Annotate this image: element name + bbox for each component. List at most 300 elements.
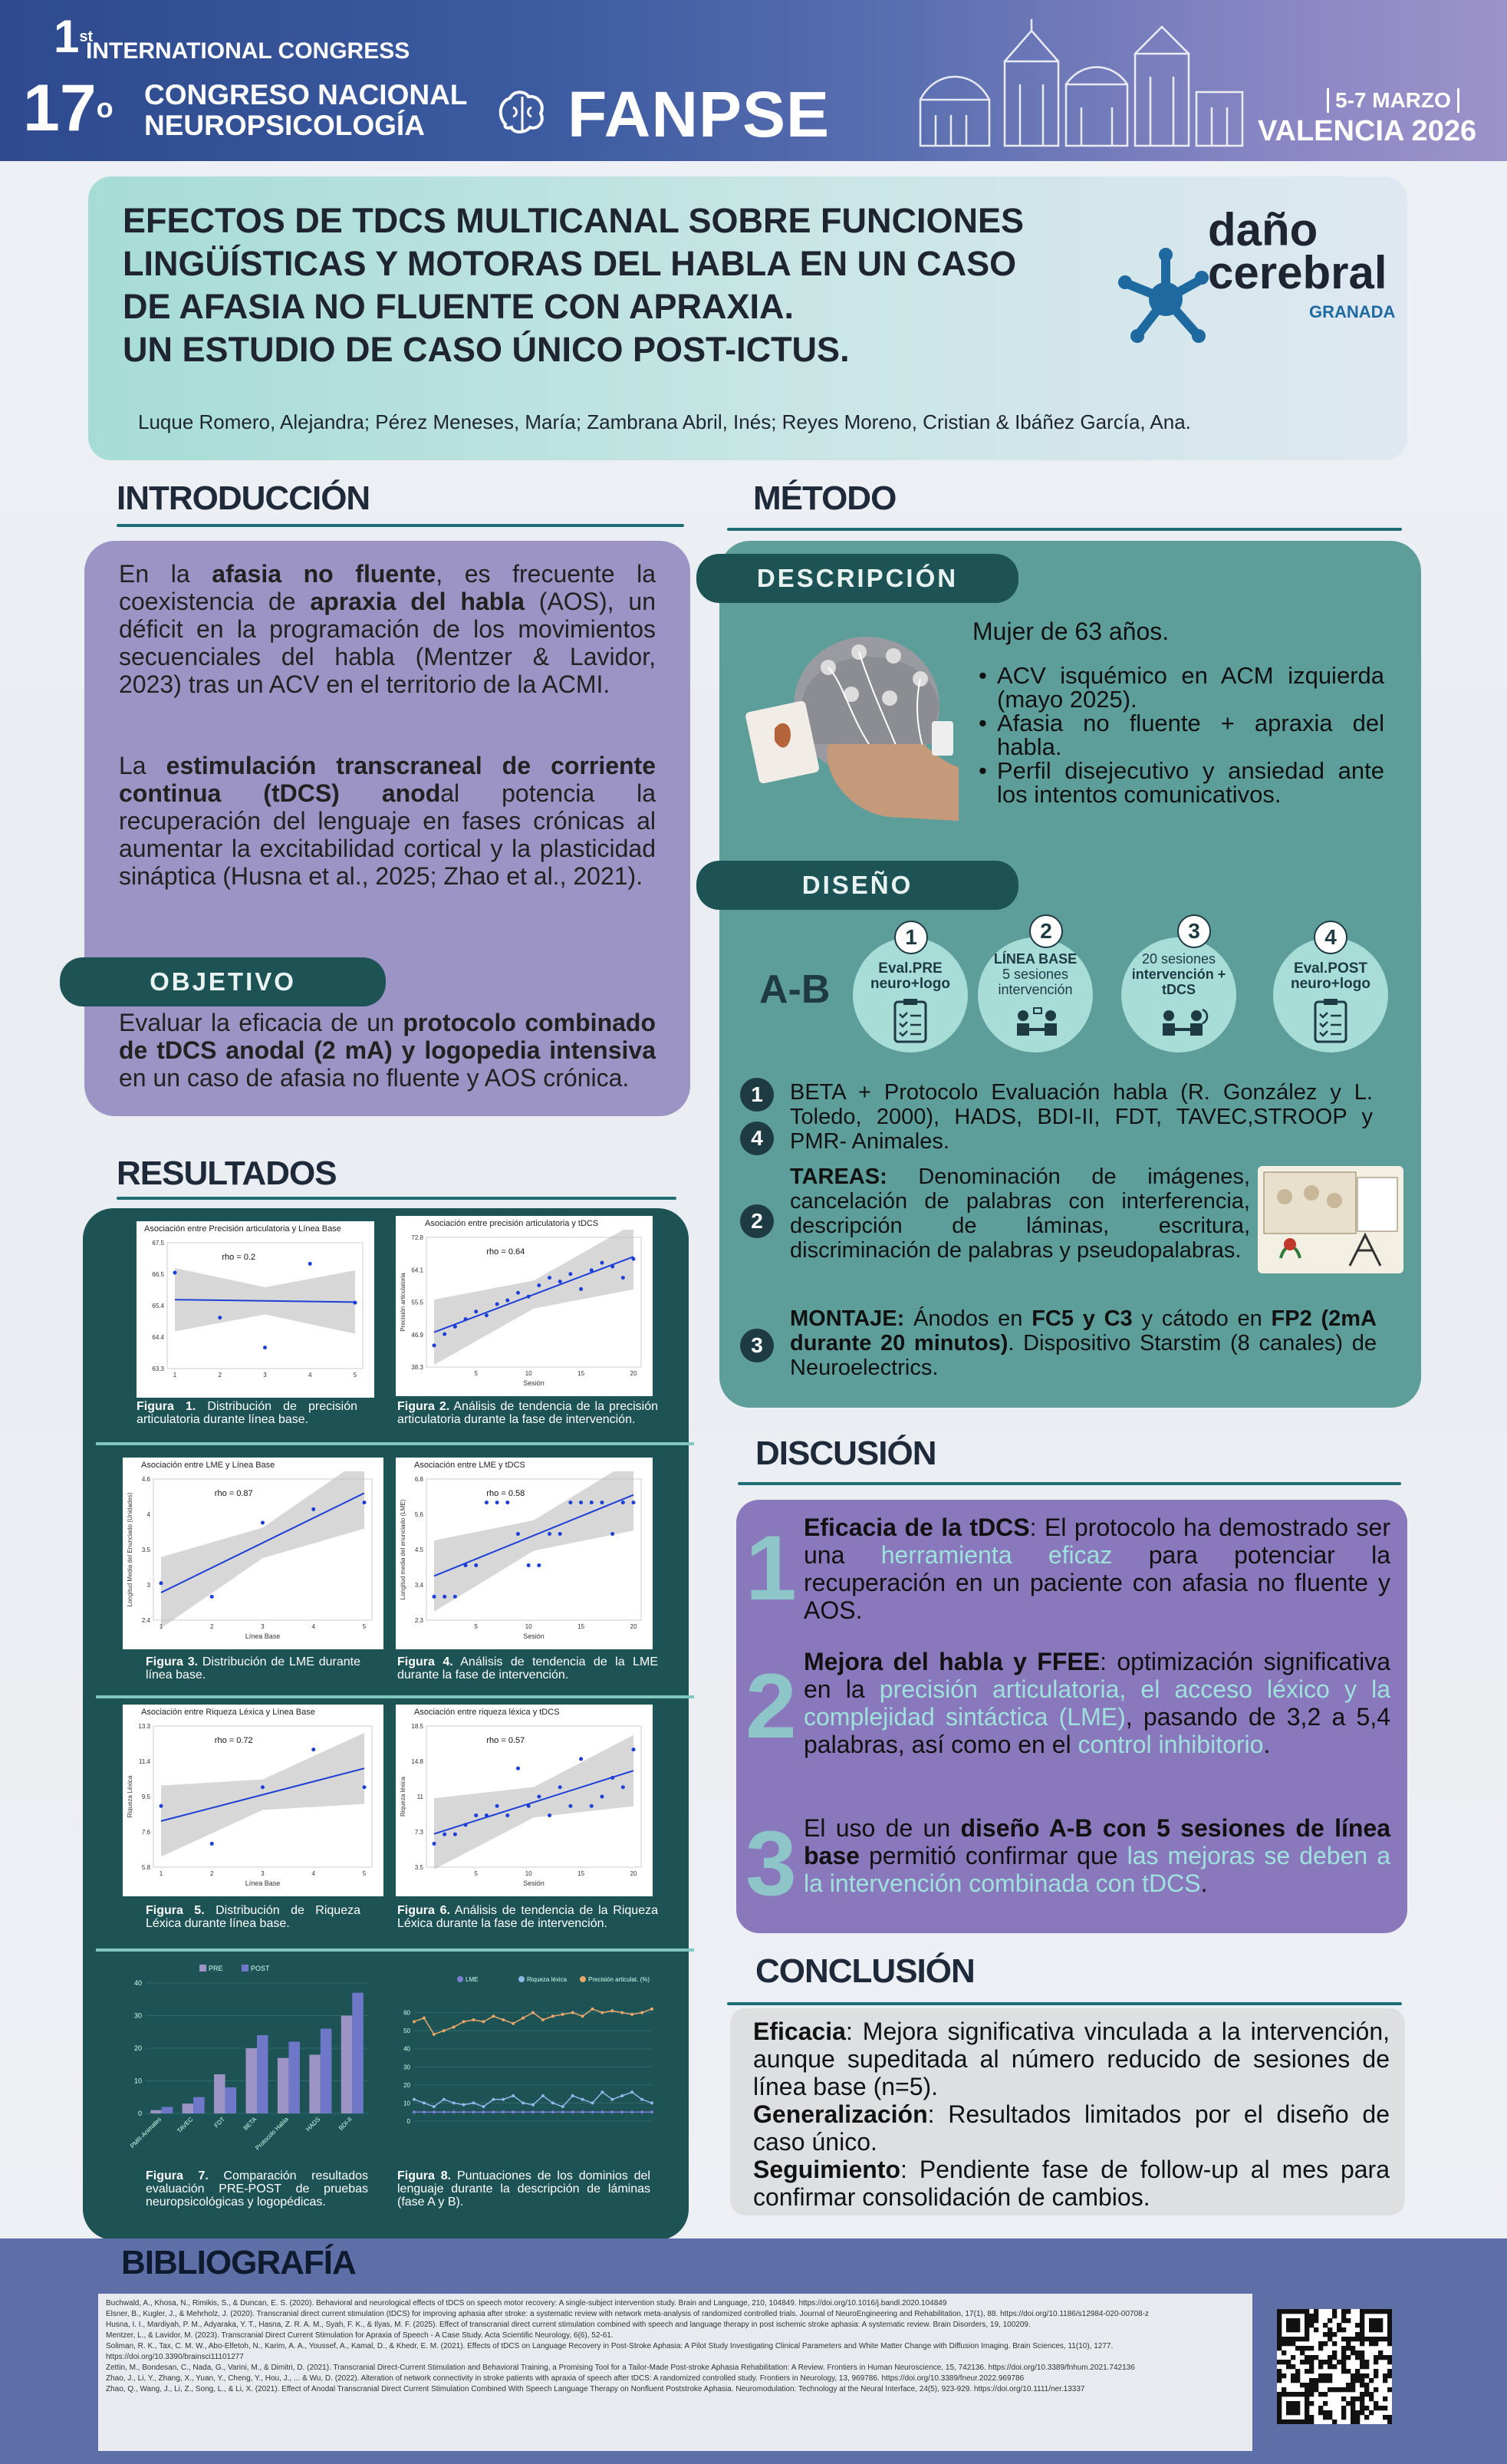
figure-title: Asociación entre Precisión articulatoria y Línea Base bbox=[144, 1224, 341, 1234]
data-point bbox=[610, 2098, 614, 2101]
step-number: 3 bbox=[1177, 914, 1211, 948]
resultados-rule bbox=[117, 1197, 676, 1200]
data-point bbox=[620, 2094, 624, 2097]
y-tick-label: 11.4 bbox=[139, 1758, 150, 1765]
data-point bbox=[632, 1257, 636, 1261]
evaluation-instruments: BETA + Protocolo Evaluación habla (R. González y L. Toledo, 2000), HADS, BDI-II, FDT, TAVEC,STROOP y PMR- Animales. bbox=[790, 1080, 1373, 1154]
x-tick-label: 3 bbox=[261, 1870, 265, 1877]
reference: Zettin, M., Bondesan, C., Nada, G., Varini, M., & Dimitri, D. (2021). Transcranial Direct-Current Stimulation and Behavioral Training, a Promising Tool for a Tailor-Made Post-stroke Aphasia Rehabilitation: A Review. Frontiers in Human Neuroscience, 15, 742136. https://doi.org/10.3389/fnhum.2021.742136 bbox=[106, 2364, 1135, 2372]
figure-6-plot bbox=[396, 1718, 653, 1896]
figure-1-panel bbox=[137, 1221, 374, 1398]
data-point bbox=[413, 2098, 416, 2101]
data-point bbox=[590, 1500, 594, 1504]
data-point bbox=[512, 2110, 515, 2113]
y-axis-label: Precisión articulatoria bbox=[400, 1273, 406, 1332]
data-point bbox=[537, 1283, 541, 1287]
figure-4-plot bbox=[396, 1471, 653, 1649]
rho-annotation: rho = 0.87 bbox=[214, 1489, 253, 1498]
data-point bbox=[590, 1268, 594, 1272]
conclusion-box bbox=[730, 2008, 1405, 2215]
x-tick-label: 3 bbox=[261, 1623, 265, 1630]
building-illustration bbox=[913, 15, 1250, 153]
x-tick-label: 20 bbox=[630, 1623, 637, 1630]
y-tick-label: 40 bbox=[133, 1979, 142, 1987]
figure-8-caption: Figura 8. Puntuaciones de los dominios del lenguaje durante la descripción de láminas (fase A y B). bbox=[397, 2169, 650, 2209]
figure-2-plot bbox=[396, 1230, 653, 1396]
figure-6-caption: Figura 6. Análisis de tendencia de la Riqueza Léxica durante la fase de intervención. bbox=[397, 1904, 659, 1930]
clipboard-icon bbox=[1312, 997, 1349, 1043]
x-tick-label: 4 bbox=[308, 1372, 312, 1379]
y-tick-label: 11 bbox=[416, 1794, 423, 1800]
big-number: 2 bbox=[745, 1655, 797, 1757]
edition-number: 17$^o$ bbox=[23, 71, 114, 145]
logo-dano: daño bbox=[1208, 204, 1318, 255]
bar bbox=[225, 2087, 237, 2113]
item-number: 1 bbox=[740, 1078, 774, 1112]
data-point bbox=[492, 2014, 495, 2018]
data-point bbox=[464, 1317, 468, 1321]
data-point bbox=[600, 2110, 604, 2113]
discusion-rule bbox=[738, 1482, 1401, 1485]
x-tick-label: FDT bbox=[212, 2116, 226, 2130]
divider bbox=[96, 1442, 694, 1445]
x-tick-label: 10 bbox=[525, 1623, 532, 1630]
x-tick-label: 3 bbox=[263, 1372, 267, 1379]
data-point bbox=[632, 1500, 636, 1504]
x-tick-label: 15 bbox=[577, 1370, 585, 1377]
x-tick-label: 5 bbox=[474, 1623, 478, 1630]
x-axis-label: Sesión bbox=[523, 1379, 545, 1387]
data-point bbox=[591, 2008, 594, 2011]
congress-city: VALENCIA 2026 bbox=[1258, 115, 1477, 147]
x-tick-label: 2 bbox=[210, 1870, 214, 1877]
y-tick-label: 4.6 bbox=[141, 1476, 150, 1483]
data-point bbox=[600, 1795, 604, 1799]
reference: Elsner, B., Kugler, J., & Mehrholz, J. (2020). Transcranial direct current stimulation (tDCS) for improving aphasia after stroke: a systematic review with network meta-analysis of randomized controlled trials. Journal of NeuroEngineering and Rehabilitation, 17(1), 88. https://doi.org/10.1186/s12984-020-00708-z bbox=[106, 2310, 1149, 2318]
data-point bbox=[640, 2011, 643, 2014]
figure-4-panel bbox=[396, 1458, 653, 1649]
x-tick-label: 2 bbox=[210, 1623, 214, 1630]
data-point bbox=[571, 2110, 574, 2113]
data-point bbox=[423, 2110, 426, 2113]
data-point bbox=[548, 1813, 551, 1817]
y-tick-label: 66.5 bbox=[152, 1271, 164, 1278]
tareas-text: TAREAS: Denominación de imágenes, cancelación de palabras con interferencia, descripción de láminas, escritura, discriminación de palabras y pseudopalabras. bbox=[790, 1164, 1250, 1263]
step-2-text: LÍNEA BASE 5 sesiones intervención bbox=[993, 951, 1078, 997]
x-tick-label: 4 bbox=[311, 1623, 315, 1630]
y-tick-label: 0 bbox=[406, 2118, 410, 2125]
data-point bbox=[522, 2110, 525, 2113]
data-point bbox=[160, 1581, 163, 1585]
x-axis-label: Sesión bbox=[523, 1879, 545, 1887]
logo-granada: GRANADA bbox=[1309, 302, 1396, 321]
x-tick-label: 5 bbox=[474, 1370, 478, 1377]
legend-swatch bbox=[242, 1965, 248, 1972]
step-4-text: Eval.POST neuro+logo bbox=[1291, 960, 1370, 992]
data-point bbox=[492, 2098, 495, 2101]
y-tick-label: 10 bbox=[133, 2077, 142, 2085]
x-axis-label: Línea Base bbox=[245, 1879, 281, 1887]
title-box bbox=[88, 176, 1407, 460]
y-tick-label: 30 bbox=[133, 2011, 142, 2020]
x-tick-label: 1 bbox=[173, 1372, 177, 1379]
data-point bbox=[591, 2101, 594, 2104]
data-point bbox=[308, 1262, 312, 1266]
y-tick-label: 40 bbox=[403, 2045, 410, 2053]
data-point bbox=[218, 1316, 222, 1319]
x-tick-label: 1 bbox=[159, 1870, 163, 1877]
y-axis-label: Longitud media del enunciado (LME) bbox=[400, 1499, 406, 1600]
bullet-item: • ACV isquémico en ACM izquierda (mayo 2025). bbox=[979, 662, 1384, 713]
data-point bbox=[462, 2110, 466, 2113]
data-point bbox=[173, 1271, 177, 1275]
data-point bbox=[502, 2098, 505, 2101]
data-point bbox=[485, 1313, 489, 1317]
y-tick-label: 5.6 bbox=[414, 1511, 423, 1518]
step-number: 4 bbox=[1314, 921, 1347, 954]
x-tick-label: 15 bbox=[577, 1623, 585, 1630]
therapy-session-icon bbox=[1012, 1005, 1061, 1043]
figure-7-plot bbox=[115, 1960, 376, 2167]
tdcs-session-icon bbox=[1158, 1005, 1212, 1043]
legend-label: Riqueza léxica bbox=[527, 1976, 568, 1983]
step-number: 2 bbox=[1029, 914, 1063, 948]
data-point bbox=[581, 2014, 584, 2018]
data-point bbox=[363, 1500, 367, 1504]
legend-swatch bbox=[457, 1976, 463, 1982]
data-point bbox=[551, 2110, 554, 2113]
data-point bbox=[261, 1785, 265, 1789]
y-axis-label: Longitud Media del Enunciado (Unidades) bbox=[127, 1492, 133, 1607]
data-point bbox=[561, 2110, 564, 2113]
data-point bbox=[474, 1813, 478, 1817]
congress-dates: 5-7 MARZO bbox=[1327, 88, 1459, 113]
data-point bbox=[210, 1595, 214, 1599]
data-point bbox=[413, 2020, 416, 2023]
big-number: 1 bbox=[745, 1517, 797, 1619]
x-tick-label: 1 bbox=[159, 1623, 163, 1630]
data-point bbox=[621, 1276, 625, 1280]
figure-title: Asociación entre riqueza léxica y tDCS bbox=[414, 1708, 560, 1717]
y-tick-label: 2.3 bbox=[414, 1617, 423, 1624]
patient-age: Mujer de 63 años. bbox=[972, 618, 1170, 645]
data-point bbox=[502, 2110, 505, 2113]
step-1-text: Eval.PRE neuro+logo bbox=[870, 960, 950, 992]
y-tick-label: 63.3 bbox=[152, 1365, 164, 1372]
data-point bbox=[581, 2098, 584, 2101]
objetivo-pill: OBJETIVO bbox=[60, 957, 386, 1006]
x-tick-label: PMR-Animales bbox=[129, 2116, 163, 2150]
data-point bbox=[452, 2110, 456, 2113]
bibliografia-band-left bbox=[0, 2238, 84, 2464]
data-point bbox=[482, 2020, 485, 2023]
intro-rule bbox=[117, 524, 684, 527]
x-tick-label: 10 bbox=[525, 1870, 532, 1877]
logo-cerebral: cerebral bbox=[1208, 247, 1387, 298]
authors: Luque Romero, Alejandra; Pérez Meneses, María; Zambrana Abril, Inés; Reyes Moreno, Cristian & Ibáñez García, Ana. bbox=[138, 410, 1191, 433]
data-point bbox=[462, 2020, 466, 2023]
resultados-heading: RESULTADOS bbox=[117, 1155, 337, 1192]
intro-paragraph-1: En la afasia no fluente, es frecuente la coexistencia de apraxia del habla (AOS), un déficit en la programación de los movimientos secuenciales del habla (Mentzer & Lavidor, 2023) tras un ACV en el territorio de la ACMI. bbox=[119, 560, 656, 698]
big-number: 3 bbox=[745, 1812, 797, 1915]
y-tick-label: 64.1 bbox=[411, 1267, 423, 1274]
diseno-pill: DISEÑO bbox=[696, 861, 1018, 910]
data-point bbox=[495, 1500, 499, 1504]
montaje-text: MONTAJE: Ánodos en FC5 y C3 y cátodo en FP2 (2mA durante 20 minutos). Dispositivo Starstim (8 canales) de Neuroelectrics. bbox=[790, 1306, 1377, 1380]
data-point bbox=[630, 2013, 633, 2016]
x-tick-label: 15 bbox=[577, 1870, 585, 1877]
y-tick-label: 4.5 bbox=[414, 1547, 423, 1553]
rho-annotation: rho = 0.58 bbox=[486, 1489, 525, 1498]
legend-swatch bbox=[199, 1965, 206, 1972]
data-point bbox=[640, 2110, 643, 2113]
figure-5-plot bbox=[123, 1718, 383, 1896]
reference: Zhao, Q., Wang, J., Li, Z., Song, L., & Li, X. (2021). Effect of Anodal Transcranial Direct Current Stimulation Combined With Speech Language Therapy on Nonfluent Poststroke Aphasia. Neuromodulation: Technology at the Neural Interface, 24(5), 923-929. https://doi.org/10.1111/ner.13337 bbox=[106, 2385, 1085, 2393]
data-point bbox=[452, 2101, 456, 2104]
data-point bbox=[433, 2110, 436, 2113]
conclusion-items bbox=[753, 2018, 1390, 2211]
item-number: 2 bbox=[740, 1204, 774, 1238]
reference: Soliman, R. K., Tax, C. M. W., Abo-Elfetoh, N., Karim, A. A., Youssef, A., Kamal, D., & Khedr, E. M. (2021). Effects of tDCS on Language Recovery in Post-Stroke Aphasia: A Pilot Study Investigating Clinical Parameters and White Matter Change with Diffusion Imaging. Brain Sciences, 11(10), 1277. https://doi.org/10.3390/brainsci11101277 bbox=[106, 2342, 1114, 2361]
data-point bbox=[443, 1595, 446, 1599]
bullet-item: • Afasia no fluente + apraxia del habla. bbox=[979, 710, 1384, 760]
descripcion-pill: DESCRIPCIÓN bbox=[696, 554, 1018, 603]
intro-box bbox=[84, 541, 690, 1116]
y-tick-label: 9.5 bbox=[141, 1794, 150, 1800]
data-point bbox=[522, 2017, 525, 2020]
data-point bbox=[590, 1804, 594, 1808]
legend-label: PRE bbox=[209, 1965, 223, 1972]
bar bbox=[321, 2029, 332, 2114]
metodo-heading: MÉTODO bbox=[753, 479, 897, 517]
data-point bbox=[485, 1813, 489, 1817]
data-point bbox=[495, 1302, 499, 1306]
data-point bbox=[579, 1500, 583, 1504]
data-point bbox=[472, 2018, 475, 2021]
data-point bbox=[568, 1804, 572, 1808]
data-point bbox=[433, 1842, 436, 1846]
data-point bbox=[610, 1264, 614, 1268]
data-point bbox=[610, 1776, 614, 1780]
data-point bbox=[650, 2101, 653, 2104]
data-point bbox=[453, 1595, 457, 1599]
data-point bbox=[516, 1291, 520, 1295]
data-point bbox=[541, 2110, 545, 2113]
objetivo-text: Evaluar la eficacia de un protocolo combinado de tDCS anodal (2 mA) y logopedia intensiva en un caso de afasia no fluente y AOS crónica. bbox=[119, 1009, 656, 1092]
y-tick-label: 0 bbox=[137, 2110, 142, 2117]
data-point bbox=[571, 2094, 574, 2097]
data-point bbox=[568, 1500, 572, 1504]
data-point bbox=[474, 1309, 478, 1313]
data-point bbox=[363, 1785, 367, 1789]
data-point bbox=[537, 1795, 541, 1799]
brand-name: FANPSE bbox=[568, 78, 831, 150]
data-point bbox=[551, 2101, 554, 2104]
data-point bbox=[482, 2105, 485, 2108]
legend-label: LME bbox=[466, 1976, 479, 1983]
y-axis-label: Riqueza Léxica bbox=[127, 1775, 133, 1818]
data-point bbox=[531, 2103, 535, 2107]
conclusion-item: Eficacia: Mejora significativa vinculada a la intervención, aunque supeditada al número reducido de sesiones de línea base (n=5). bbox=[753, 2018, 1390, 2100]
legend-swatch bbox=[580, 1976, 586, 1982]
congress-header bbox=[0, 0, 1507, 161]
discussion-item-3: El uso de un diseño A-B con 5 sesiones de línea base permitió confirmar que las mejoras se deben a la intervención combinada con tDCS. bbox=[804, 1814, 1391, 1897]
figure-2-caption: Figura 2. Análisis de tendencia de la precisión articulatoria durante la fase de intervención. bbox=[397, 1400, 659, 1426]
step-3-text: 20 sesiones intervención + tDCS bbox=[1131, 951, 1226, 997]
y-tick-label: 14.8 bbox=[411, 1758, 423, 1765]
y-tick-label: 65.4 bbox=[152, 1303, 164, 1309]
y-tick-label: 72.8 bbox=[411, 1234, 423, 1241]
bar bbox=[288, 2042, 300, 2114]
data-point bbox=[443, 1332, 446, 1336]
y-tick-label: 60 bbox=[403, 2009, 410, 2017]
data-point bbox=[210, 1842, 214, 1846]
figure-1-plot bbox=[137, 1235, 374, 1398]
y-tick-label: 30 bbox=[403, 2064, 410, 2071]
data-point bbox=[610, 1532, 614, 1536]
data-point bbox=[531, 2110, 535, 2113]
data-point bbox=[541, 2094, 545, 2097]
y-tick-label: 7.6 bbox=[141, 1829, 150, 1836]
intro-paragraph-2: La estimulación transcraneal de corriente continua (tDCS) anodal potencia la recuperación del lenguaje en fases crónicas al aumentar la excitabilidad cortical y la plasticidad sináptica (Husna et al., 2025; Zhao et al., 2021). bbox=[119, 752, 656, 890]
data-point bbox=[600, 2090, 604, 2093]
data-point bbox=[568, 1272, 572, 1276]
x-axis-label: Línea Base bbox=[245, 1632, 281, 1640]
data-point bbox=[443, 2110, 446, 2113]
data-point bbox=[512, 2022, 515, 2025]
data-point bbox=[433, 2105, 436, 2108]
divider bbox=[96, 1695, 694, 1698]
y-tick-label: 10 bbox=[403, 2100, 410, 2107]
references-list bbox=[98, 2294, 1252, 2451]
rho-annotation: rho = 0.57 bbox=[486, 1736, 525, 1745]
x-tick-label: 5 bbox=[474, 1870, 478, 1877]
x-tick-label: 10 bbox=[525, 1370, 532, 1377]
data-point bbox=[433, 1595, 436, 1599]
data-point bbox=[443, 1833, 446, 1836]
y-tick-label: 55.5 bbox=[411, 1299, 423, 1306]
bar bbox=[257, 2035, 268, 2113]
figure-4-caption: Figura 4. Análisis de tendencia de la LME durante la fase de intervención. bbox=[397, 1655, 658, 1682]
x-axis-label: Sesión bbox=[523, 1632, 545, 1640]
congress-line2: CONGRESO NACIONAL bbox=[144, 79, 468, 110]
data-point bbox=[537, 1563, 541, 1567]
poster-title: EFECTOS DE TDCS MULTICANAL SOBRE FUNCIONES LINGÜÍSTICAS Y MOTORAS DEL HABLA EN UN CASO DE AFASIA NO FLUENTE CON APRAXIA. UN ESTUDIO DE CASO ÚNICO POST-ICTUS. bbox=[123, 201, 1025, 369]
legend-label: POST bbox=[251, 1965, 270, 1972]
data-point bbox=[311, 1748, 315, 1751]
patient-bullets bbox=[979, 662, 1384, 808]
conclusion-heading: CONCLUSIÓN bbox=[755, 1952, 975, 1990]
divider bbox=[96, 1948, 694, 1952]
qr-code-icon[interactable] bbox=[1277, 2309, 1392, 2424]
discusion-box bbox=[736, 1500, 1407, 1933]
data-point bbox=[541, 2018, 545, 2021]
x-tick-label: TAVEC bbox=[176, 2116, 195, 2135]
data-point bbox=[311, 1507, 315, 1511]
data-point bbox=[505, 1813, 509, 1817]
discussion-item-2: Mejora del habla y FFEE: optimización significativa en la precisión articulatoria, el acceso léxico y la complejidad sintáctica (LME), pasando de 3,2 a 5,4 palabras, así como en el control inhibitorio. bbox=[804, 1648, 1391, 1758]
data-point bbox=[527, 1804, 531, 1808]
figure-5-panel bbox=[123, 1705, 383, 1896]
x-tick-label: 5 bbox=[362, 1870, 367, 1877]
data-point bbox=[464, 1823, 468, 1827]
y-tick-label: 20 bbox=[133, 2044, 142, 2052]
y-tick-label: 20 bbox=[403, 2081, 410, 2089]
y-tick-label: 4 bbox=[146, 1511, 150, 1518]
data-point bbox=[443, 2098, 446, 2101]
bar bbox=[309, 2055, 321, 2114]
item-number: 3 bbox=[740, 1329, 774, 1362]
data-point bbox=[630, 2110, 633, 2113]
data-point bbox=[558, 1280, 562, 1283]
data-point bbox=[551, 2014, 554, 2018]
data-point bbox=[561, 2105, 564, 2108]
item-number: 4 bbox=[740, 1122, 774, 1155]
legend-swatch bbox=[518, 1976, 525, 1982]
y-tick-label: 5.8 bbox=[141, 1864, 150, 1871]
data-point bbox=[261, 1520, 265, 1524]
data-point bbox=[610, 2009, 614, 2012]
data-point bbox=[579, 1757, 583, 1761]
x-tick-label: HADS bbox=[304, 2116, 322, 2133]
figure-title: Asociación entre LME y tDCS bbox=[414, 1461, 525, 1470]
rho-annotation: rho = 0.64 bbox=[486, 1247, 525, 1257]
data-point bbox=[561, 2013, 564, 2016]
metodo-rule bbox=[727, 528, 1402, 531]
discusion-heading: DISCUSIÓN bbox=[755, 1435, 936, 1472]
figure-title: Asociación entre Riqueza Léxica y Línea Base bbox=[141, 1708, 315, 1717]
bar bbox=[352, 1993, 364, 2113]
data-point bbox=[474, 1563, 478, 1567]
x-tick-label: BDI-II bbox=[337, 2116, 354, 2132]
data-point bbox=[610, 2110, 614, 2113]
y-tick-label: 38.3 bbox=[411, 1364, 423, 1371]
data-point bbox=[650, 2110, 653, 2113]
x-tick-label: 5 bbox=[353, 1372, 357, 1379]
x-tick-label: BETA bbox=[242, 2116, 258, 2132]
figure-3-caption: Figura 3. Distribución de LME durante línea base. bbox=[146, 1655, 360, 1682]
x-tick-label: Protocolo Habla bbox=[254, 2116, 290, 2152]
data-point bbox=[516, 1767, 520, 1771]
data-point bbox=[452, 2025, 456, 2028]
dano-cerebral-logo bbox=[1108, 204, 1396, 361]
congress-line3: NEUROPSICOLOGÍA bbox=[144, 110, 425, 141]
conclusion-item: Generalización: Resultados limitados por el diseño de caso único. bbox=[753, 2100, 1390, 2156]
data-point bbox=[620, 2011, 624, 2014]
data-point bbox=[464, 1563, 468, 1567]
bibliografia-heading: BIBLIOGRAFÍA bbox=[121, 2244, 356, 2281]
data-point bbox=[630, 2090, 633, 2093]
rho-annotation: rho = 0.72 bbox=[214, 1736, 253, 1745]
bar bbox=[214, 2074, 225, 2113]
figure-3-plot bbox=[123, 1471, 383, 1649]
data-point bbox=[462, 2103, 466, 2107]
data-point bbox=[548, 1276, 551, 1280]
reference: Mentzer, L., & Lavidor, M. (2023). Transcranial Direct Current Stimulation for Apraxia of Speech - A Case Study. Acta Scientific Neurology, 6(6), 52-61. bbox=[106, 2331, 614, 2340]
figure-title: Asociación entre LME y Línea Base bbox=[141, 1461, 275, 1470]
figure-3-panel bbox=[123, 1458, 383, 1649]
first-number: 1st bbox=[54, 11, 94, 62]
y-tick-label: 3.5 bbox=[141, 1547, 150, 1553]
reference: Buchwald, A., Khosa, N., Rimikis, S., & Duncan, E. S. (2020). Behavioral and neurological effects of tDCS on speech motor recovery: A single-subject intervention study. Brain and Language, 210, 104849. https://doi.org/10.1016/j.bandl.2020.104849 bbox=[106, 2299, 947, 2308]
data-point bbox=[512, 2094, 515, 2097]
y-tick-label: 18.5 bbox=[411, 1723, 423, 1730]
y-tick-label: 7.3 bbox=[414, 1829, 423, 1836]
data-point bbox=[263, 1346, 267, 1349]
figure-8-plot bbox=[391, 1972, 660, 2163]
y-tick-label: 13.3 bbox=[138, 1723, 150, 1730]
reference: Zhao, J., Li, Y., Zhang, X., Yuan, Y., Cheng, Y., Hou, J., ... & Wu, D. (2022). Alteration of network connectivity in stroke patients with apraxia of speech after tDCS: A randomized controlled study. Frontiers in Neurology, 13, 969786. https://doi.org/10.3389/fneur.2022.969786 bbox=[106, 2374, 1025, 2383]
